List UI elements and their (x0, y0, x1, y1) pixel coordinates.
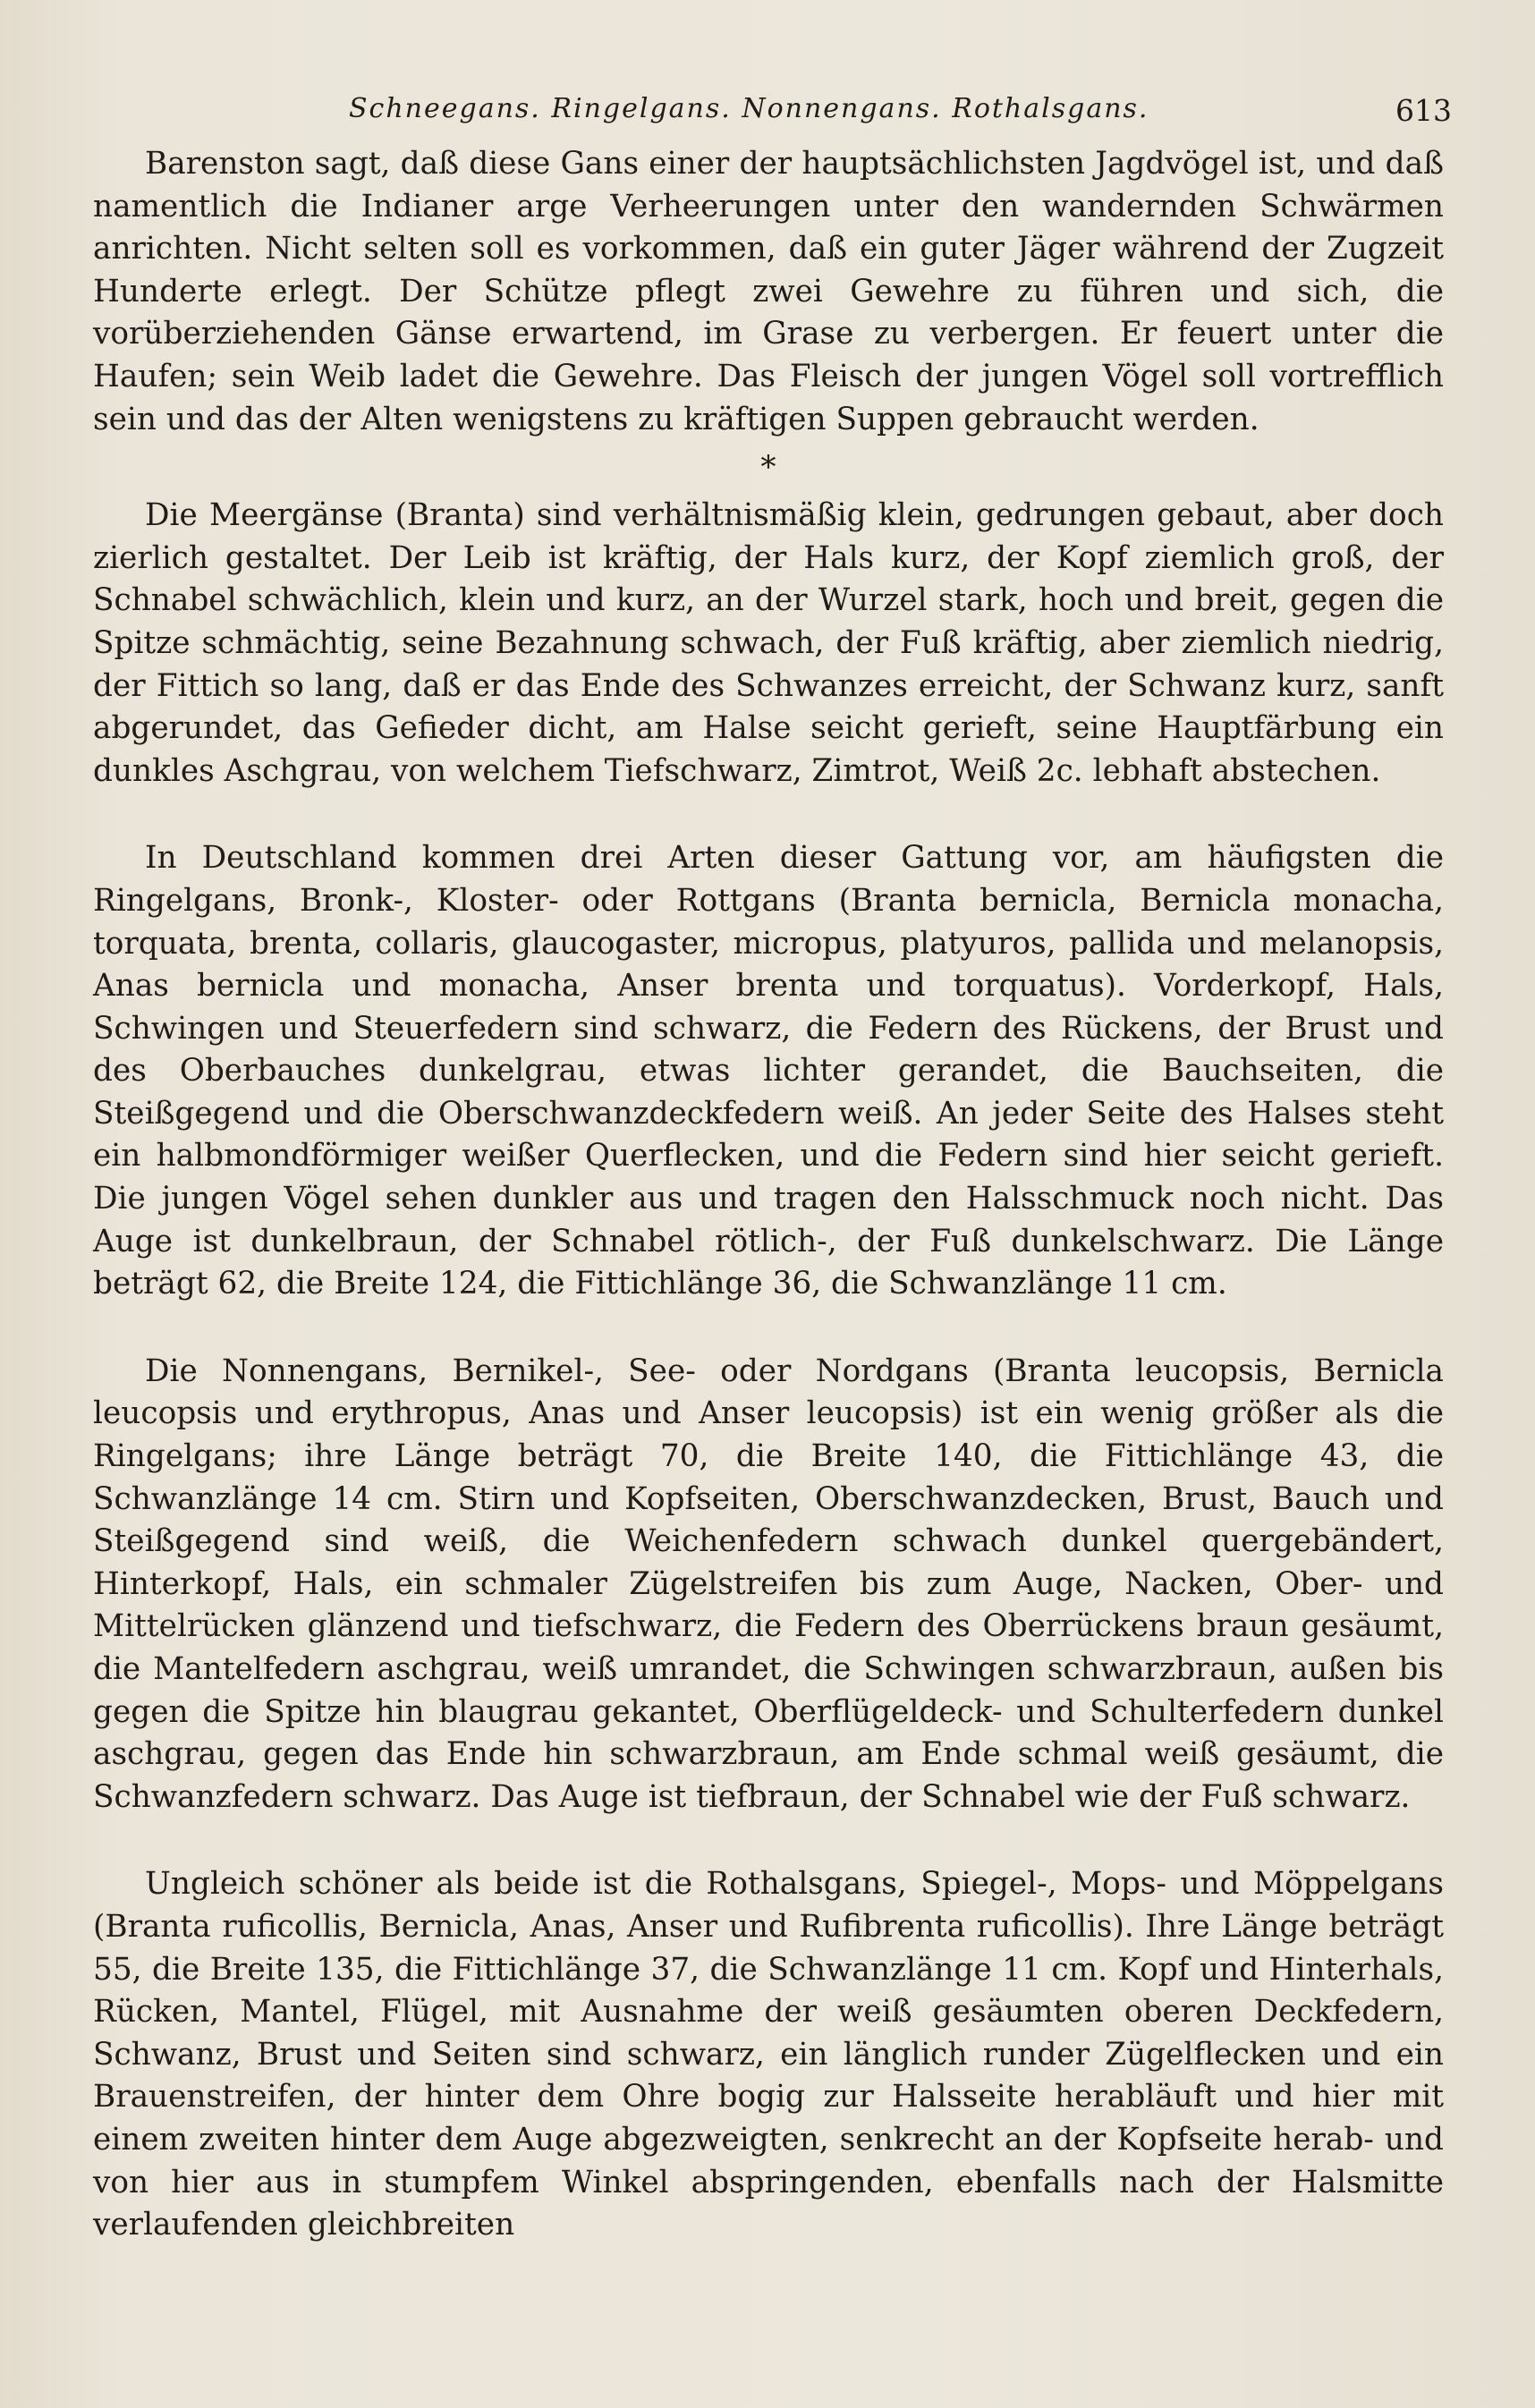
paragraph-nonnengans: Die Nonnengans, Bernikel-, See- oder Nordgans (Branta leucopsis, Bernicla leucopsis und erythropus, Anas und Anser leucopsis) ist ein wenig größer als die Ringelgans; ihre Länge beträgt 70, die Breite 140, die Fittichlänge 43, die Schwanzlänge 14 cm. Stirn und Kopfseiten, Oberschwanzdecken, Brust, Bauch und Steißgegend sind weiß, die Weichenfedern schwach dunkel quergebändert, Hinterkopf, Hals, ein schmaler Zügelstreifen bis zum Auge, Nacken, Ober- und Mittelrücken glänzend und tiefschwarz, die Federn des Oberrückens braun gesäumt, die Mantelfedern aschgrau, weiß umrandet, die Schwingen schwarzbraun, außen bis gegen die Spitze hin blaugrau gekantet, Oberflügeldeck- und Schulterfedern dunkel aschgrau, gegen das Ende hin schwarzbraun, am Ende schmal weiß gesäumt, die Schwanzfedern schwarz. Das Auge ist tiefbraun, der Schnabel wie der Fuß schwarz. (93, 1352, 1444, 1815)
page-number: 613 (1395, 93, 1452, 128)
section-divider-asterisk: * (760, 450, 776, 487)
paragraph-spacer (93, 793, 1444, 837)
paragraph-ringelgans: In Deutschland kommen drei Arten dieser Gattung vor, am häufigsten die Ringelgans, Bronk-, Kloster- oder Rottgans (Branta bernicla, Bernicla monacha, torquata, brenta, collaris, glaucogaster, micropus, platyuros, pallida und melanopsis, Anas bernicla und monacha, Anser brenta und torquatus). Vorderkopf, Hals, Schwingen und Steuerfedern sind schwarz, die Federn des Rückens, der Brust und des Oberbauches dunkelgrau, etwas lichter gerandet, die Bauchseiten, die Steißgegend und die Oberschwanzdeckfedern weiß. An jeder Seite des Halses steht ein halbmondförmiger weißer Querflecken, und die Federn sind hier seicht gerieft. Die jungen Vögel sehen dunkler aus und tragen den Halsschmuck noch nicht. Das Auge ist dunkelbraun, der Schnabel rötlich-, der Fuß dunkelschwarz. Die Länge beträgt 62, die Breite 124, die Fittichlänge 36, die Schwanzlänge 11 cm. (93, 840, 1444, 1302)
running-head: Schneegans. Ringelgans. Nonnengans. Rothalsgans. (349, 93, 1149, 124)
paragraph-meergaense: Die Meergänse (Branta) sind verhältnismäßig klein, gedrungen gebaut, aber doch zierlich gestaltet. Der Leib ist kräftig, der Hals kurz, der Kopf ziemlich groß, der Schnabel schwächlich, klein und kurz, an der Wurzel stark, hoch und breit, gegen die Spitze schmächtig, seine Bezahnung schwach, der Fuß kräftig, aber ziemlich niedrig, der Fittich so lang, daß er das Ende des Schwanzes erreicht, der Schwanz kurz, sanft abgerundet, das Gefieder dicht, am Halse seicht gerieft, seine Hauptfärbung ein dunkles Aschgrau, von welchem Tiefschwarz, Zimtrot, Weiß 2c. lebhaft abstechen. (93, 497, 1444, 789)
page-body (93, 143, 1444, 2247)
paragraph-barenston: Barenston sagt, daß diese Gans einer der hauptsächlichsten Jagdvögel ist, und daß namentlich die Indianer arge Verheerungen unter den wandernden Schwärmen anrichten. Nicht selten soll es vorkommen, daß ein guter Jäger während der Zugzeit Hunderte erlegt. Der Schütze pflegt zwei Gewehre zu führen und sich, die vorüberziehenden Gänse erwartend, im Grase zu verbergen. Er feuert unter die Haufen; sein Weib ladet die Gewehre. Das Fleisch der jungen Vögel soll vortrefflich sein und das der Alten wenigstens zu kräftigen Suppen gebraucht werden. (93, 146, 1444, 437)
paragraph-rothalsgans: Ungleich schöner als beide ist die Rothalsgans, Spiegel-, Mops- und Möppelgans (Branta ruficollis, Bernicla, Anas, Anser und Rufibrenta ruficollis). Ihre Länge beträgt 55, die Breite 135, die Fittichlänge 37, die Schwanzlänge 11 cm. Kopf und Hinterhals, Rücken, Mantel, Flügel, mit Ausnahme der weiß gesäumten oberen Deckfedern, Schwanz, Brust und Seiten sind schwarz, ein länglich runder Zügelflecken und ein Brauenstreifen, der hinter dem Ohre bogig zur Halsseite herabläuft und hier mit einem zweiten hinter dem Auge abgezweigten, senkrecht an der Kopfseite herab- und von hier aus in stumpfem Winkel abspringenden, ebenfalls nach der Halsmitte verlaufenden gleichbreiten (93, 1866, 1444, 2243)
paragraph-spacer (93, 1819, 1444, 1863)
paragraph-spacer (93, 1306, 1444, 1351)
